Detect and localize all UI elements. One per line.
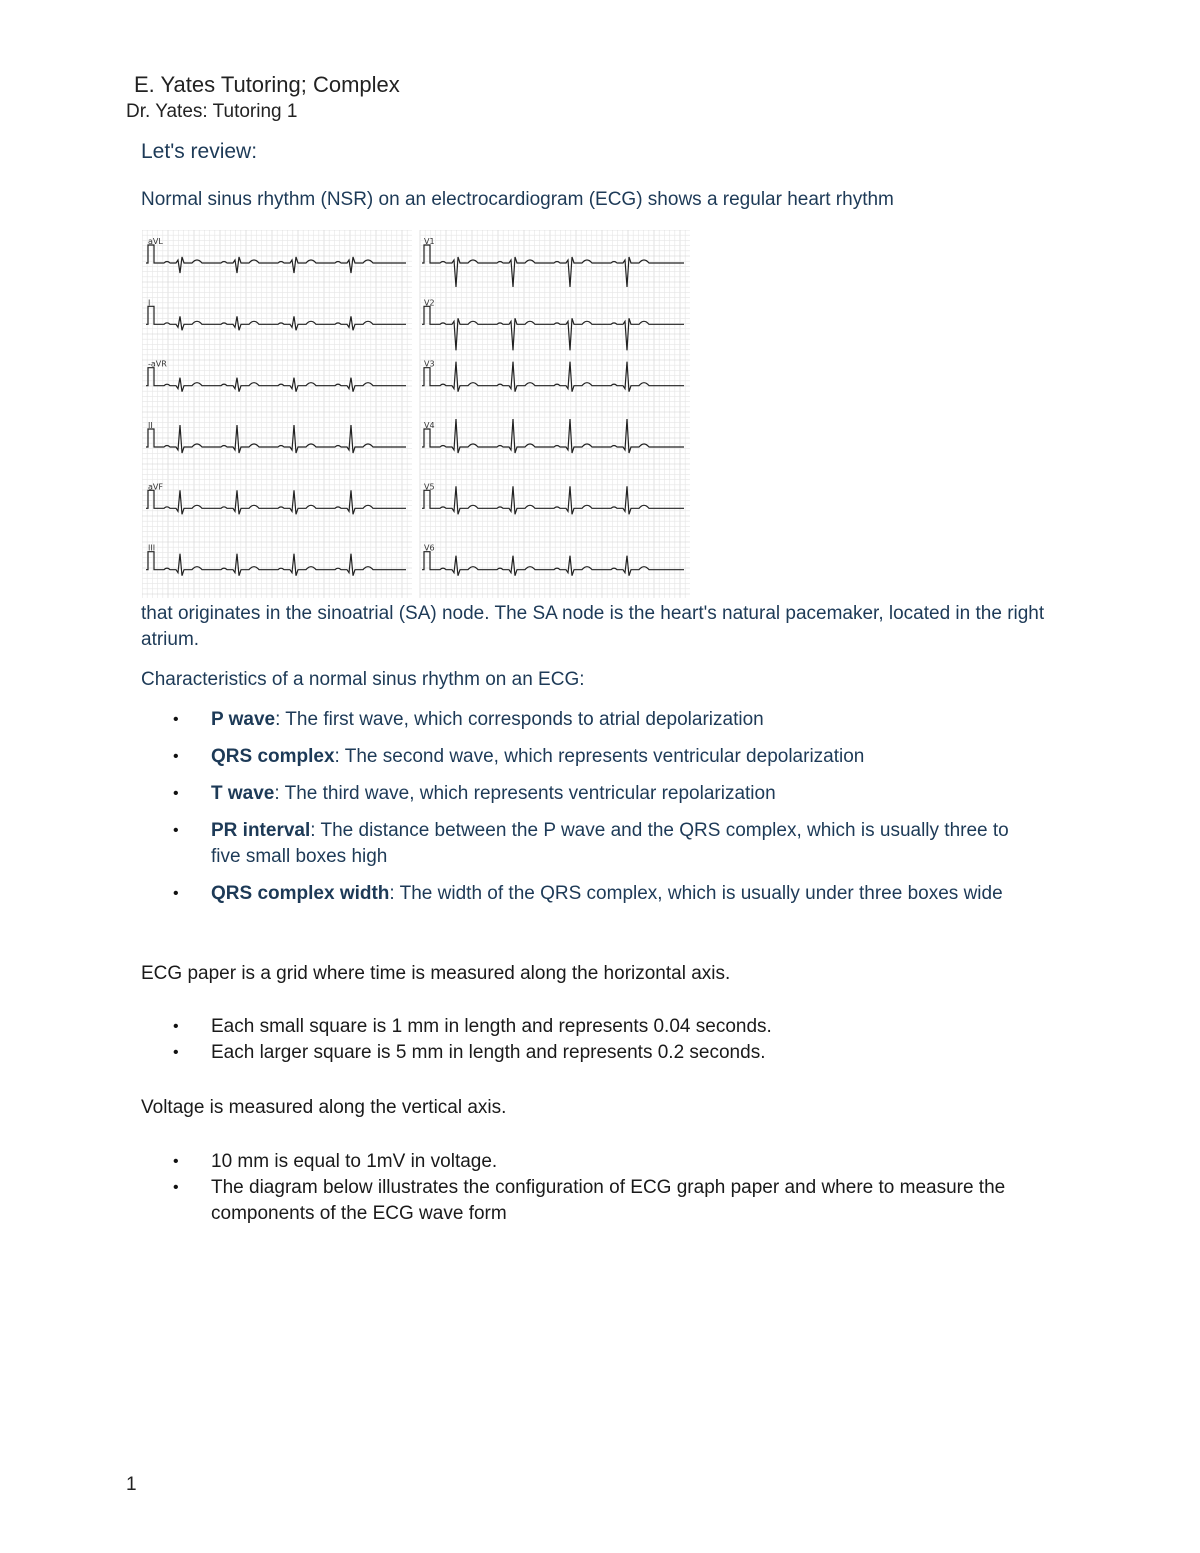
term-t-wave: T wave: [211, 783, 275, 804]
voltage-text: 10 mm is equal to 1mV in voltage.: [211, 1151, 498, 1172]
review-heading: Let's review:: [141, 140, 258, 163]
term-qrs-complex: QRS complex: [211, 746, 335, 767]
term-description: : The width of the QRS complex, which is usually under three boxes wide: [389, 883, 1003, 904]
list-item: [141, 744, 1021, 770]
document-title: E. Yates Tutoring; Complex: [134, 72, 400, 97]
page-number: 1: [126, 1474, 137, 1495]
lead-label: aVL: [148, 237, 163, 246]
lead-label: V1: [424, 237, 435, 246]
term-p-wave: P wave: [211, 709, 276, 730]
bullet-icon: •: [173, 885, 179, 902]
ecg-12-lead-figure: [142, 230, 690, 598]
nsr-sentence: Normal sinus rhythm (NSR) on an electrocardiogram (ECG) shows a regular heart rhythm: [141, 189, 894, 210]
paper-list: [141, 1014, 772, 1066]
lead-label: V3: [424, 359, 435, 369]
list-item: [141, 818, 1021, 870]
nsr-continuation: that originates in the sinoatrial (SA) node. The SA node is the heart's natural pacemaker, located in the right atrium.: [141, 603, 1045, 650]
bullet-icon: •: [173, 1018, 179, 1035]
bullet-icon: •: [173, 711, 179, 728]
lead-label: V2: [424, 298, 435, 308]
term-description: : The third wave, which represents ventricular repolarization: [274, 783, 776, 804]
bullet-icon: •: [173, 748, 179, 765]
lead-label: III: [148, 543, 156, 553]
lead-label: II: [148, 421, 153, 430]
paper-heading: ECG paper is a grid where time is measured along the horizontal axis.: [141, 963, 731, 984]
lead-label: V4: [424, 421, 435, 430]
document-subtitle: Dr. Yates: Tutoring 1: [126, 101, 298, 122]
term-pr-interval: PR interval: [211, 820, 311, 841]
lead-label: I: [148, 298, 151, 308]
lead-label: -aVR: [148, 359, 167, 369]
term-description: : The second wave, which represents ventricular depolarization: [334, 746, 865, 767]
term-description: : The first wave, which corresponds to atrial depolarization: [275, 709, 764, 730]
list-item: [141, 1040, 772, 1066]
characteristics-list: [141, 707, 1021, 918]
small-square-text: Each small square is 1 mm in length and represents 0.04 seconds.: [211, 1016, 772, 1037]
bullet-icon: •: [173, 822, 179, 839]
list-item: [141, 781, 1021, 807]
characteristics-heading: Characteristics of a normal sinus rhythm on an ECG:: [141, 669, 585, 690]
term-description: : The distance between the P wave and the QRS complex, which is usually three to five small boxes high: [211, 820, 1009, 867]
diagram-text: The diagram below illustrates the configuration of ECG graph paper and where to measure the components of the ECG wave form: [211, 1177, 1006, 1224]
lead-label: aVF: [148, 482, 163, 492]
bullet-icon: •: [173, 1153, 179, 1170]
bullet-icon: •: [173, 1179, 179, 1196]
list-item: [141, 1175, 1041, 1227]
list-item: [141, 1014, 772, 1040]
bullet-icon: •: [173, 1044, 179, 1061]
voltage-heading: Voltage is measured along the vertical axis.: [141, 1097, 507, 1118]
lead-label: V6: [424, 543, 435, 553]
list-item: [141, 881, 1021, 907]
list-item: [141, 1149, 1041, 1175]
list-item: [141, 707, 1021, 733]
voltage-list: [141, 1149, 1041, 1227]
bullet-icon: •: [173, 785, 179, 802]
term-qrs-width: QRS complex width: [211, 883, 390, 904]
lead-label: V5: [424, 482, 435, 492]
large-square-text: Each larger square is 5 mm in length and represents 0.2 seconds.: [211, 1042, 766, 1063]
